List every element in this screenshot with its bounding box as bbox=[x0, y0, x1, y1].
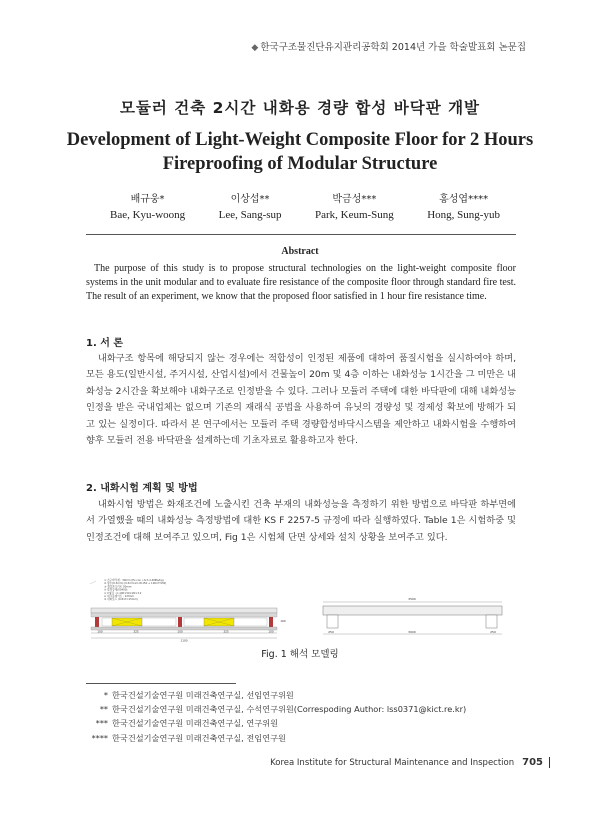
section-1-heading: 1. 서 론 bbox=[86, 338, 124, 349]
page-number: 705 bbox=[522, 757, 550, 768]
dimension-height: 160 bbox=[280, 619, 286, 623]
abstract-body: The purpose of this study is to propose structural technologies on the light-weight composite floor systems in the unit modular and to evaluate fire resistance of the composite floor through standard fire test. The result of an experiment, we know that the proposed floor satisfied in 1 hour fire resistance time. bbox=[86, 263, 516, 302]
dimension-label: 250 bbox=[490, 630, 496, 634]
dimension-total: 1100 bbox=[180, 638, 188, 643]
author-name-ko: 박금성*** bbox=[332, 194, 377, 205]
page-footer bbox=[270, 757, 550, 768]
running-header-text: 한국구조물진단유지관리공학회 2014년 가을 학술발표회 논문집 bbox=[260, 42, 526, 53]
footnote-divider bbox=[86, 683, 236, 684]
section-detail-drawing bbox=[88, 578, 288, 644]
author bbox=[315, 190, 394, 221]
abstract-heading: Abstract bbox=[281, 246, 319, 257]
footnote-mark: ** bbox=[99, 704, 108, 715]
figure-1 bbox=[86, 578, 516, 644]
dimension-label: 325 bbox=[133, 629, 139, 634]
bullet-icon: ◆ bbox=[251, 43, 259, 53]
footnote-mark: *** bbox=[95, 718, 108, 729]
author-list bbox=[110, 190, 500, 221]
author-name-en: Lee, Sang-sup bbox=[218, 209, 282, 221]
footnote-text: 한국건설기술연구원 미래건축연구실, 선임연구위원 bbox=[112, 690, 294, 700]
author-name-ko: 홍성엽**** bbox=[439, 194, 489, 205]
footnote bbox=[86, 716, 526, 730]
author bbox=[219, 190, 282, 221]
section-1-body: 내화구조 항목에 해당되지 않는 경우에는 적합성이 인정된 제품에 대하여 품질시험을 실시하여야 하며, 모든 용도(일반시설, 주거시설, 산업시설)에서 건물높이 20m 및 4층 이하는 내화성능 1시간을 그 미만은 내화성능 2시간을 확보해야 내화구조로 인정받을 수 있다. 그러나 모듈러 주택에 대한 바닥판에 대해 내화성능 인정을 받은 국내업체는 없으며 기존의 재래식 공법을 사용하여 유닛의 경량성 및 경제성 확보에 방해가 되고 있는 실정이다. 따라서 본 연구에서는 모듈러 주택 경량합성바닥시스템을 제안하고 내화시험을 수행하여 향후 모듈러 전용 바닥판을 설계하는데 기초자료로 활용하고자 한다. bbox=[86, 353, 516, 447]
support-left bbox=[327, 615, 338, 628]
footnote bbox=[86, 731, 526, 745]
dimension-label: 3000 bbox=[408, 630, 416, 634]
footnote-mark: **** bbox=[91, 732, 108, 743]
support-right bbox=[486, 615, 497, 628]
author bbox=[110, 190, 185, 221]
dimension-label: 100 bbox=[97, 629, 103, 634]
dimension-label: 100 bbox=[268, 629, 274, 634]
author bbox=[427, 190, 500, 221]
footnote-text: 한국건설기술연구원 미래건축연구실, 전임연구원 bbox=[112, 732, 286, 743]
elevation-drawing bbox=[323, 597, 502, 634]
footnote-text: 한국건설기술연구원 미래건축연구실, 수석연구위원(Correspoding Author: lss0371@kict.re.kr) bbox=[112, 704, 467, 715]
fireproof-board bbox=[91, 627, 277, 630]
footnote-text: 한국건설기술연구원 미래건축연구실, 연구위원 bbox=[112, 718, 278, 729]
legend-line: ② 방수(0.3mm) (0.5mm×C.W.150 + 100×T.S30) bbox=[104, 582, 167, 586]
title-english: Development of Light-Weight Composite Floor for 2 Hours Fireproofing of Modular Structure bbox=[66, 130, 534, 174]
legend-line: ① 가구바닥재 : 30mm (Ex.con / Ach 2.4MPa/kg) bbox=[104, 579, 164, 582]
legend-line: ④ 압축강재(SS400) bbox=[104, 588, 128, 592]
author-name-ko: 배규웅* bbox=[130, 194, 165, 205]
steel-channel bbox=[269, 617, 273, 627]
dimension-top: 3500 bbox=[408, 597, 416, 601]
footnotes bbox=[86, 688, 526, 745]
steel-channel bbox=[178, 617, 182, 627]
footnote-mark: * bbox=[103, 690, 108, 700]
running-header bbox=[226, 39, 526, 53]
legend-line: ⑦ 내화보드 (0.8×t=15mm) bbox=[104, 598, 138, 602]
concrete-layer bbox=[91, 613, 277, 617]
slab-elevation bbox=[323, 606, 502, 615]
author-name-en: Park, Keum-Sung bbox=[314, 209, 394, 221]
author-name-en: Hong, Sung-yub bbox=[427, 209, 500, 221]
steel-channel bbox=[95, 617, 99, 627]
title-korean: 모듈러 건축 2시간 내화용 경량 합성 바닥판 개발 bbox=[119, 99, 481, 117]
legend-line: ⑥ 데크플레이트 : 0.8mm bbox=[104, 595, 134, 598]
topping-layer bbox=[91, 608, 277, 613]
section-2-heading: 2. 내화시험 계획 및 방법 bbox=[86, 483, 198, 494]
dimension-label: 100 bbox=[177, 629, 183, 634]
section-2-body: 내화시험 방법은 화재조건에 노출시킨 건축 부재의 내화성능을 측정하기 위한 방법으로 바닥판 하부면에서 가열했을 때의 내화성능 측정방법에 대한 KS F 2257-5 규정에 따라 실행하였다. Table 1은 시험하중 및 인정조건에 대해 보여주고 있으며, Fig 1은 시험체 단면 상세와 설치 상황을 보여주고 있다. bbox=[86, 499, 516, 543]
figure-caption: Fig. 1 해석 모델링 bbox=[261, 649, 339, 660]
dimension-label: 250 bbox=[328, 630, 334, 634]
footnote bbox=[86, 688, 526, 702]
author-name-ko: 이상섭** bbox=[230, 194, 270, 205]
legend-line: ⑤ C형강 : C-100×50×20×3.2 bbox=[104, 591, 142, 595]
footnote bbox=[86, 702, 526, 716]
divider bbox=[86, 234, 516, 235]
legend-line: ③ 경량콘크리트 50mm bbox=[104, 585, 132, 589]
footer-organization: Korea Institute for Structural Maintenance and Inspection bbox=[270, 757, 515, 768]
dimension-label: 325 bbox=[223, 629, 229, 634]
author-name-en: Bae, Kyu-woong bbox=[110, 209, 186, 221]
